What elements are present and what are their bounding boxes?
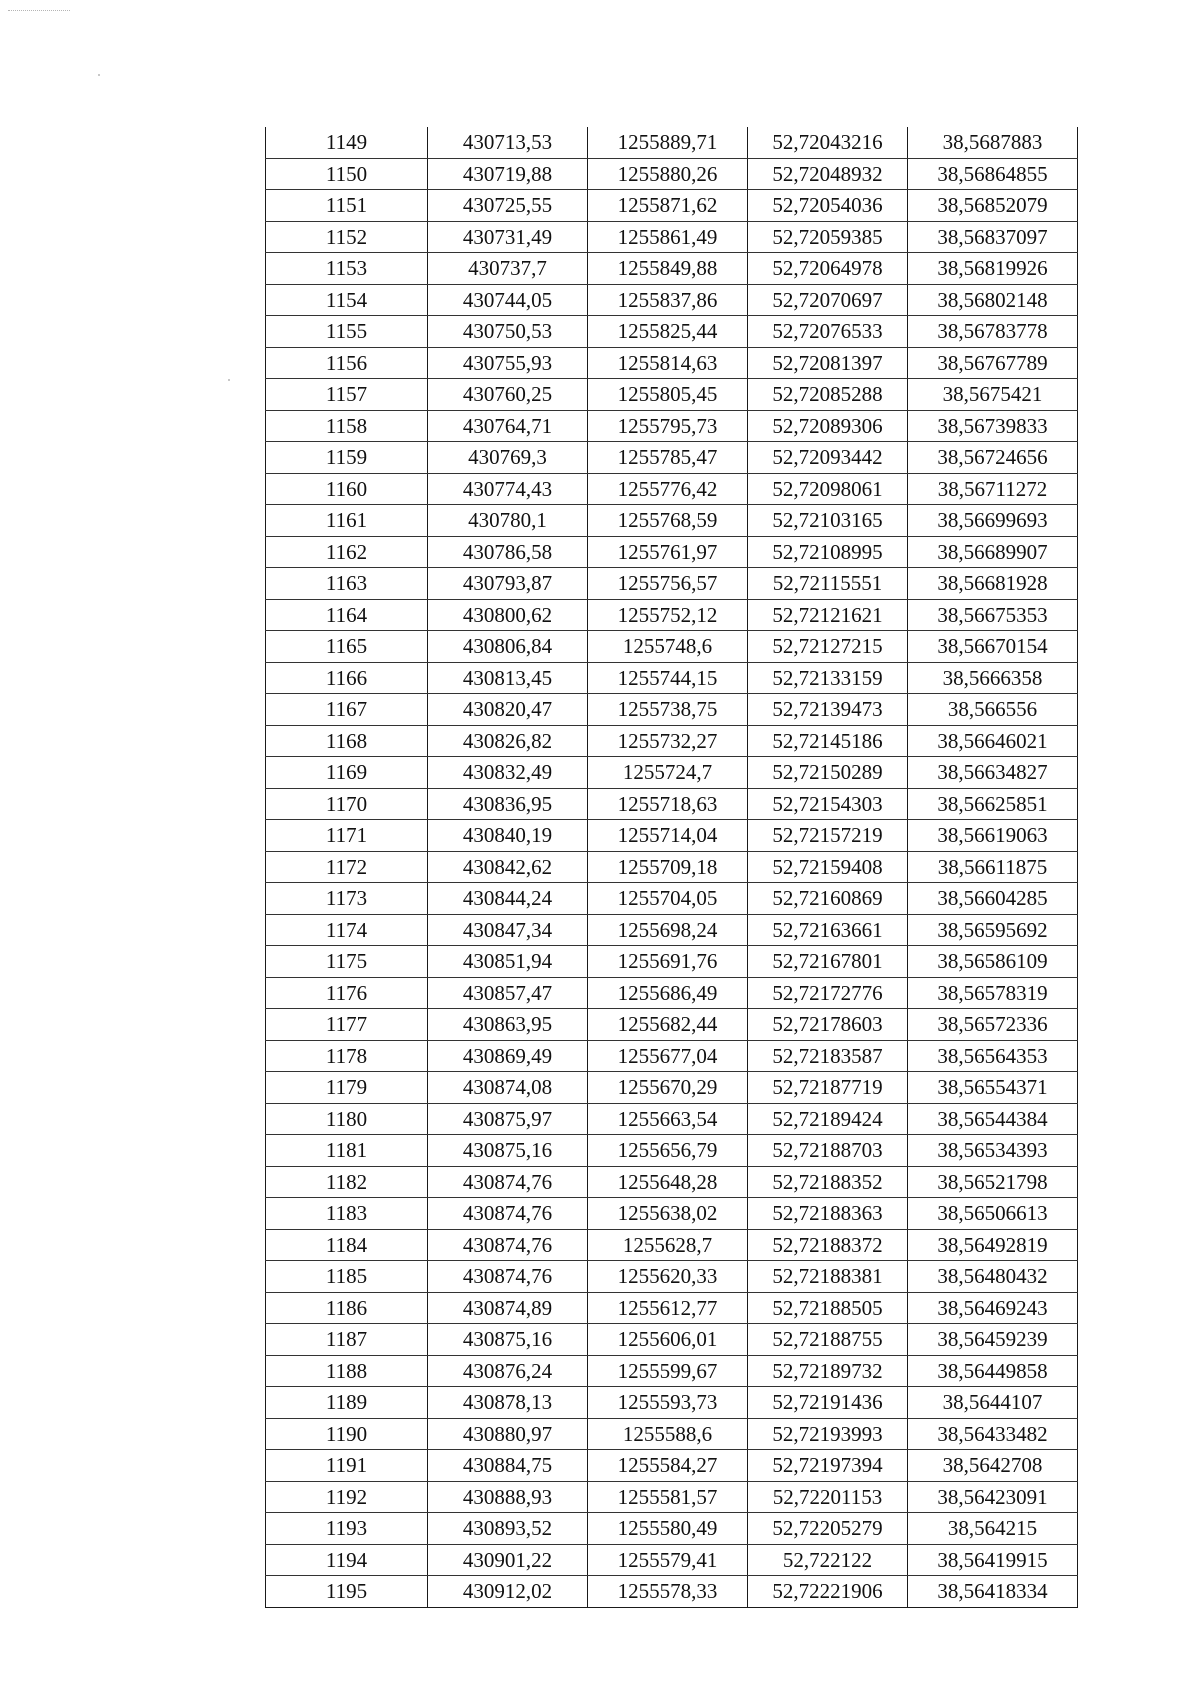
x-coordinate-cell: 430760,25 (428, 379, 588, 411)
longitude-cell: 38,56724656 (908, 442, 1078, 474)
table-row (266, 158, 1078, 190)
point-number-cell: 1156 (266, 347, 428, 379)
point-number-cell: 1164 (266, 599, 428, 631)
longitude-cell: 38,56586109 (908, 946, 1078, 978)
longitude-cell: 38,56619063 (908, 820, 1078, 852)
x-coordinate-cell: 430780,1 (428, 505, 588, 537)
x-coordinate-cell: 430869,49 (428, 1040, 588, 1072)
point-number-cell: 1176 (266, 977, 428, 1009)
table-row (266, 946, 1078, 978)
point-number-cell: 1157 (266, 379, 428, 411)
x-coordinate-cell: 430800,62 (428, 599, 588, 631)
y-coordinate-cell: 1255606,01 (588, 1324, 748, 1356)
latitude-cell: 52,72103165 (748, 505, 908, 537)
longitude-cell: 38,56625851 (908, 788, 1078, 820)
longitude-cell: 38,56675353 (908, 599, 1078, 631)
table-row (266, 1135, 1078, 1167)
x-coordinate-cell: 430725,55 (428, 190, 588, 222)
longitude-cell: 38,56819926 (908, 253, 1078, 285)
longitude-cell: 38,56783778 (908, 316, 1078, 348)
point-number-cell: 1185 (266, 1261, 428, 1293)
longitude-cell: 38,56469243 (908, 1292, 1078, 1324)
table-row (266, 253, 1078, 285)
longitude-cell: 38,5687883 (908, 127, 1078, 158)
x-coordinate-cell: 430893,52 (428, 1513, 588, 1545)
table-row (266, 473, 1078, 505)
point-number-cell: 1173 (266, 883, 428, 915)
latitude-cell: 52,72191436 (748, 1387, 908, 1419)
longitude-cell: 38,56852079 (908, 190, 1078, 222)
longitude-cell: 38,56739833 (908, 410, 1078, 442)
point-number-cell: 1158 (266, 410, 428, 442)
latitude-cell: 52,72160869 (748, 883, 908, 915)
x-coordinate-cell: 430813,45 (428, 662, 588, 694)
longitude-cell: 38,56604285 (908, 883, 1078, 915)
latitude-cell: 52,72178603 (748, 1009, 908, 1041)
y-coordinate-cell: 1255612,77 (588, 1292, 748, 1324)
table-row (266, 190, 1078, 222)
latitude-cell: 52,72183587 (748, 1040, 908, 1072)
longitude-cell: 38,56711272 (908, 473, 1078, 505)
longitude-cell: 38,56423091 (908, 1481, 1078, 1513)
table-row (266, 1072, 1078, 1104)
table-row (266, 442, 1078, 474)
latitude-cell: 52,72188372 (748, 1229, 908, 1261)
point-number-cell: 1171 (266, 820, 428, 852)
point-number-cell: 1166 (266, 662, 428, 694)
longitude-cell: 38,56534393 (908, 1135, 1078, 1167)
table-row (266, 914, 1078, 946)
y-coordinate-cell: 1255714,04 (588, 820, 748, 852)
longitude-cell: 38,56864855 (908, 158, 1078, 190)
latitude-cell: 52,72064978 (748, 253, 908, 285)
latitude-cell: 52,72081397 (748, 347, 908, 379)
table-row (266, 820, 1078, 852)
point-number-cell: 1189 (266, 1387, 428, 1419)
longitude-cell: 38,56506613 (908, 1198, 1078, 1230)
y-coordinate-cell: 1255593,73 (588, 1387, 748, 1419)
latitude-cell: 52,72205279 (748, 1513, 908, 1545)
point-number-cell: 1195 (266, 1576, 428, 1608)
point-number-cell: 1155 (266, 316, 428, 348)
y-coordinate-cell: 1255648,28 (588, 1166, 748, 1198)
latitude-cell: 52,72188363 (748, 1198, 908, 1230)
point-number-cell: 1184 (266, 1229, 428, 1261)
latitude-cell: 52,72163661 (748, 914, 908, 946)
longitude-cell: 38,56480432 (908, 1261, 1078, 1293)
latitude-cell: 52,72221906 (748, 1576, 908, 1608)
x-coordinate-cell: 430857,47 (428, 977, 588, 1009)
latitude-cell: 52,72154303 (748, 788, 908, 820)
latitude-cell: 52,72189732 (748, 1355, 908, 1387)
longitude-cell: 38,5642708 (908, 1450, 1078, 1482)
latitude-cell: 52,72193993 (748, 1418, 908, 1450)
x-coordinate-cell: 430901,22 (428, 1544, 588, 1576)
y-coordinate-cell: 1255724,7 (588, 757, 748, 789)
point-number-cell: 1169 (266, 757, 428, 789)
y-coordinate-cell: 1255579,41 (588, 1544, 748, 1576)
longitude-cell: 38,56433482 (908, 1418, 1078, 1450)
point-number-cell: 1183 (266, 1198, 428, 1230)
latitude-cell: 52,72172776 (748, 977, 908, 1009)
y-coordinate-cell: 1255677,04 (588, 1040, 748, 1072)
table-row (266, 599, 1078, 631)
latitude-cell: 52,72188381 (748, 1261, 908, 1293)
latitude-cell: 52,72150289 (748, 757, 908, 789)
table-row (266, 1544, 1078, 1576)
point-number-cell: 1170 (266, 788, 428, 820)
y-coordinate-cell: 1255670,29 (588, 1072, 748, 1104)
longitude-cell: 38,56564353 (908, 1040, 1078, 1072)
y-coordinate-cell: 1255748,6 (588, 631, 748, 663)
y-coordinate-cell: 1255628,7 (588, 1229, 748, 1261)
point-number-cell: 1191 (266, 1450, 428, 1482)
longitude-cell: 38,56767789 (908, 347, 1078, 379)
y-coordinate-cell: 1255871,62 (588, 190, 748, 222)
y-coordinate-cell: 1255880,26 (588, 158, 748, 190)
table-row (266, 1198, 1078, 1230)
table-row (266, 127, 1078, 158)
latitude-cell: 52,72121621 (748, 599, 908, 631)
point-number-cell: 1149 (266, 127, 428, 158)
y-coordinate-cell: 1255709,18 (588, 851, 748, 883)
x-coordinate-cell: 430875,16 (428, 1324, 588, 1356)
table-row (266, 1324, 1078, 1356)
x-coordinate-cell: 430874,89 (428, 1292, 588, 1324)
longitude-cell: 38,5666358 (908, 662, 1078, 694)
y-coordinate-cell: 1255656,79 (588, 1135, 748, 1167)
point-number-cell: 1192 (266, 1481, 428, 1513)
x-coordinate-cell: 430840,19 (428, 820, 588, 852)
latitude-cell: 52,72085288 (748, 379, 908, 411)
x-coordinate-cell: 430874,08 (428, 1072, 588, 1104)
table-row (266, 1009, 1078, 1041)
y-coordinate-cell: 1255698,24 (588, 914, 748, 946)
x-coordinate-cell: 430874,76 (428, 1229, 588, 1261)
longitude-cell: 38,56459239 (908, 1324, 1078, 1356)
x-coordinate-cell: 430874,76 (428, 1198, 588, 1230)
latitude-cell: 52,72127215 (748, 631, 908, 663)
coordinates-table-body (266, 127, 1078, 1607)
x-coordinate-cell: 430786,58 (428, 536, 588, 568)
point-number-cell: 1187 (266, 1324, 428, 1356)
latitude-cell: 52,72076533 (748, 316, 908, 348)
latitude-cell: 52,72197394 (748, 1450, 908, 1482)
y-coordinate-cell: 1255620,33 (588, 1261, 748, 1293)
latitude-cell: 52,72098061 (748, 473, 908, 505)
point-number-cell: 1193 (266, 1513, 428, 1545)
latitude-cell: 52,72159408 (748, 851, 908, 883)
point-number-cell: 1177 (266, 1009, 428, 1041)
x-coordinate-cell: 430874,76 (428, 1166, 588, 1198)
table-row (266, 694, 1078, 726)
point-number-cell: 1165 (266, 631, 428, 663)
table-row (266, 1355, 1078, 1387)
table-row (266, 1387, 1078, 1419)
x-coordinate-cell: 430836,95 (428, 788, 588, 820)
latitude-cell: 52,72189424 (748, 1103, 908, 1135)
table-row (266, 977, 1078, 1009)
x-coordinate-cell: 430875,97 (428, 1103, 588, 1135)
point-number-cell: 1188 (266, 1355, 428, 1387)
point-number-cell: 1153 (266, 253, 428, 285)
point-number-cell: 1167 (266, 694, 428, 726)
x-coordinate-cell: 430744,05 (428, 284, 588, 316)
x-coordinate-cell: 430793,87 (428, 568, 588, 600)
x-coordinate-cell: 430842,62 (428, 851, 588, 883)
longitude-cell: 38,56681928 (908, 568, 1078, 600)
scan-artifact-line (8, 10, 70, 11)
longitude-cell: 38,5644107 (908, 1387, 1078, 1419)
scan-artifact-dot (98, 74, 100, 76)
longitude-cell: 38,564215 (908, 1513, 1078, 1545)
table-row (266, 221, 1078, 253)
x-coordinate-cell: 430731,49 (428, 221, 588, 253)
longitude-cell: 38,56646021 (908, 725, 1078, 757)
x-coordinate-cell: 430820,47 (428, 694, 588, 726)
longitude-cell: 38,56802148 (908, 284, 1078, 316)
x-coordinate-cell: 430863,95 (428, 1009, 588, 1041)
y-coordinate-cell: 1255785,47 (588, 442, 748, 474)
y-coordinate-cell: 1255584,27 (588, 1450, 748, 1482)
point-number-cell: 1152 (266, 221, 428, 253)
x-coordinate-cell: 430876,24 (428, 1355, 588, 1387)
x-coordinate-cell: 430774,43 (428, 473, 588, 505)
table-row (266, 1166, 1078, 1198)
latitude-cell: 52,72093442 (748, 442, 908, 474)
x-coordinate-cell: 430769,3 (428, 442, 588, 474)
y-coordinate-cell: 1255889,71 (588, 127, 748, 158)
table-row (266, 505, 1078, 537)
y-coordinate-cell: 1255744,15 (588, 662, 748, 694)
latitude-cell: 52,72188352 (748, 1166, 908, 1198)
table-row (266, 1513, 1078, 1545)
point-number-cell: 1151 (266, 190, 428, 222)
point-number-cell: 1160 (266, 473, 428, 505)
x-coordinate-cell: 430884,75 (428, 1450, 588, 1482)
y-coordinate-cell: 1255768,59 (588, 505, 748, 537)
latitude-cell: 52,72108995 (748, 536, 908, 568)
longitude-cell: 38,56521798 (908, 1166, 1078, 1198)
y-coordinate-cell: 1255814,63 (588, 347, 748, 379)
x-coordinate-cell: 430750,53 (428, 316, 588, 348)
table-row (266, 851, 1078, 883)
point-number-cell: 1179 (266, 1072, 428, 1104)
point-number-cell: 1168 (266, 725, 428, 757)
point-number-cell: 1161 (266, 505, 428, 537)
point-number-cell: 1163 (266, 568, 428, 600)
latitude-cell: 52,72188755 (748, 1324, 908, 1356)
table-row (266, 316, 1078, 348)
y-coordinate-cell: 1255691,76 (588, 946, 748, 978)
table-row (266, 725, 1078, 757)
latitude-cell: 52,72188703 (748, 1135, 908, 1167)
point-number-cell: 1174 (266, 914, 428, 946)
y-coordinate-cell: 1255578,33 (588, 1576, 748, 1608)
x-coordinate-cell: 430874,76 (428, 1261, 588, 1293)
x-coordinate-cell: 430764,71 (428, 410, 588, 442)
table-row (266, 631, 1078, 663)
longitude-cell: 38,56837097 (908, 221, 1078, 253)
point-number-cell: 1172 (266, 851, 428, 883)
latitude-cell: 52,72145186 (748, 725, 908, 757)
y-coordinate-cell: 1255825,44 (588, 316, 748, 348)
longitude-cell: 38,56578319 (908, 977, 1078, 1009)
latitude-cell: 52,72139473 (748, 694, 908, 726)
latitude-cell: 52,72048932 (748, 158, 908, 190)
y-coordinate-cell: 1255795,73 (588, 410, 748, 442)
x-coordinate-cell: 430851,94 (428, 946, 588, 978)
point-number-cell: 1154 (266, 284, 428, 316)
table-row (266, 788, 1078, 820)
point-number-cell: 1180 (266, 1103, 428, 1135)
y-coordinate-cell: 1255686,49 (588, 977, 748, 1009)
point-number-cell: 1150 (266, 158, 428, 190)
x-coordinate-cell: 430826,82 (428, 725, 588, 757)
x-coordinate-cell: 430875,16 (428, 1135, 588, 1167)
latitude-cell: 52,72054036 (748, 190, 908, 222)
y-coordinate-cell: 1255580,49 (588, 1513, 748, 1545)
latitude-cell: 52,72089306 (748, 410, 908, 442)
latitude-cell: 52,722122 (748, 1544, 908, 1576)
y-coordinate-cell: 1255704,05 (588, 883, 748, 915)
y-coordinate-cell: 1255837,86 (588, 284, 748, 316)
x-coordinate-cell: 430806,84 (428, 631, 588, 663)
document-page (265, 127, 1077, 1608)
table-row (266, 1481, 1078, 1513)
scan-artifact-dot (228, 379, 230, 381)
x-coordinate-cell: 430719,88 (428, 158, 588, 190)
coordinates-table (265, 127, 1078, 1608)
x-coordinate-cell: 430844,24 (428, 883, 588, 915)
y-coordinate-cell: 1255718,63 (588, 788, 748, 820)
longitude-cell: 38,56634827 (908, 757, 1078, 789)
y-coordinate-cell: 1255599,67 (588, 1355, 748, 1387)
x-coordinate-cell: 430847,34 (428, 914, 588, 946)
x-coordinate-cell: 430880,97 (428, 1418, 588, 1450)
table-row (266, 536, 1078, 568)
longitude-cell: 38,56699693 (908, 505, 1078, 537)
latitude-cell: 52,72188505 (748, 1292, 908, 1324)
point-number-cell: 1182 (266, 1166, 428, 1198)
longitude-cell: 38,56449858 (908, 1355, 1078, 1387)
longitude-cell: 38,566556 (908, 694, 1078, 726)
point-number-cell: 1190 (266, 1418, 428, 1450)
table-row (266, 883, 1078, 915)
table-row (266, 1229, 1078, 1261)
longitude-cell: 38,56689907 (908, 536, 1078, 568)
longitude-cell: 38,56554371 (908, 1072, 1078, 1104)
table-row (266, 1418, 1078, 1450)
x-coordinate-cell: 430713,53 (428, 127, 588, 158)
x-coordinate-cell: 430755,93 (428, 347, 588, 379)
table-row (266, 1261, 1078, 1293)
point-number-cell: 1186 (266, 1292, 428, 1324)
y-coordinate-cell: 1255638,02 (588, 1198, 748, 1230)
x-coordinate-cell: 430878,13 (428, 1387, 588, 1419)
latitude-cell: 52,72187719 (748, 1072, 908, 1104)
latitude-cell: 52,72133159 (748, 662, 908, 694)
table-row (266, 662, 1078, 694)
x-coordinate-cell: 430888,93 (428, 1481, 588, 1513)
longitude-cell: 38,56418334 (908, 1576, 1078, 1608)
table-row (266, 1450, 1078, 1482)
point-number-cell: 1178 (266, 1040, 428, 1072)
longitude-cell: 38,56611875 (908, 851, 1078, 883)
y-coordinate-cell: 1255663,54 (588, 1103, 748, 1135)
table-row (266, 757, 1078, 789)
x-coordinate-cell: 430832,49 (428, 757, 588, 789)
y-coordinate-cell: 1255756,57 (588, 568, 748, 600)
y-coordinate-cell: 1255738,75 (588, 694, 748, 726)
longitude-cell: 38,56572336 (908, 1009, 1078, 1041)
table-row (266, 568, 1078, 600)
latitude-cell: 52,72059385 (748, 221, 908, 253)
latitude-cell: 52,72167801 (748, 946, 908, 978)
point-number-cell: 1175 (266, 946, 428, 978)
y-coordinate-cell: 1255761,97 (588, 536, 748, 568)
table-row (266, 284, 1078, 316)
longitude-cell: 38,56595692 (908, 914, 1078, 946)
y-coordinate-cell: 1255732,27 (588, 725, 748, 757)
latitude-cell: 52,72043216 (748, 127, 908, 158)
table-row (266, 410, 1078, 442)
latitude-cell: 52,72157219 (748, 820, 908, 852)
y-coordinate-cell: 1255588,6 (588, 1418, 748, 1450)
y-coordinate-cell: 1255581,57 (588, 1481, 748, 1513)
latitude-cell: 52,72201153 (748, 1481, 908, 1513)
table-row (266, 1292, 1078, 1324)
longitude-cell: 38,56419915 (908, 1544, 1078, 1576)
longitude-cell: 38,56492819 (908, 1229, 1078, 1261)
table-row (266, 1576, 1078, 1608)
y-coordinate-cell: 1255849,88 (588, 253, 748, 285)
y-coordinate-cell: 1255682,44 (588, 1009, 748, 1041)
point-number-cell: 1162 (266, 536, 428, 568)
x-coordinate-cell: 430912,02 (428, 1576, 588, 1608)
longitude-cell: 38,56670154 (908, 631, 1078, 663)
table-row (266, 1040, 1078, 1072)
longitude-cell: 38,5675421 (908, 379, 1078, 411)
y-coordinate-cell: 1255776,42 (588, 473, 748, 505)
table-row (266, 347, 1078, 379)
latitude-cell: 52,72115551 (748, 568, 908, 600)
latitude-cell: 52,72070697 (748, 284, 908, 316)
table-row (266, 1103, 1078, 1135)
point-number-cell: 1159 (266, 442, 428, 474)
point-number-cell: 1194 (266, 1544, 428, 1576)
point-number-cell: 1181 (266, 1135, 428, 1167)
x-coordinate-cell: 430737,7 (428, 253, 588, 285)
y-coordinate-cell: 1255861,49 (588, 221, 748, 253)
longitude-cell: 38,56544384 (908, 1103, 1078, 1135)
table-row (266, 379, 1078, 411)
y-coordinate-cell: 1255805,45 (588, 379, 748, 411)
y-coordinate-cell: 1255752,12 (588, 599, 748, 631)
